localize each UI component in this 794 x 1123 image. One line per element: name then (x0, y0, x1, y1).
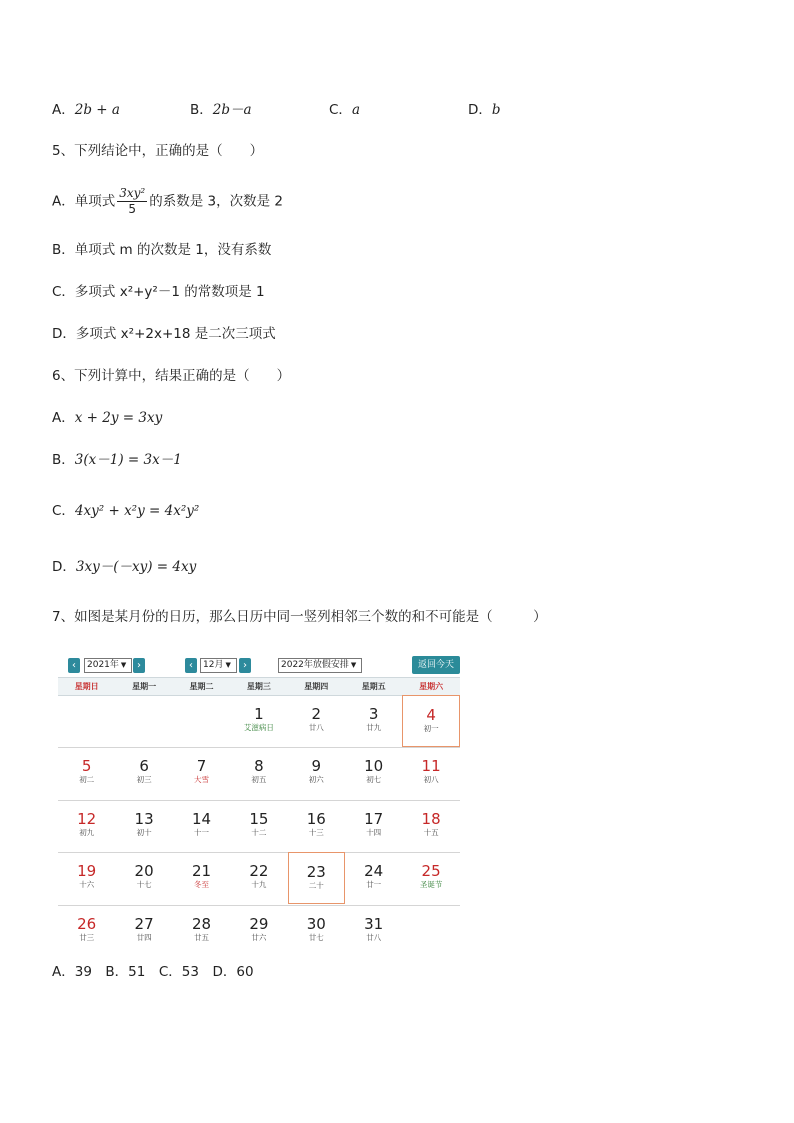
lunar-date: 艾滋病日 (243, 723, 274, 732)
lunar-date: 十七 (136, 880, 152, 890)
option-expression: 4xy² + x²y = 4x²y² (74, 503, 200, 519)
lunar-date: 初五 (251, 775, 267, 785)
day-cell[interactable] (115, 905, 172, 957)
day-cell[interactable] (345, 905, 402, 957)
weekday-header: 星期六 (419, 682, 444, 691)
q4-option-b (190, 100, 252, 120)
day-cell[interactable] (115, 800, 172, 852)
day-number: 30 (306, 914, 326, 933)
lunar-date: 初九 (79, 827, 95, 837)
option-label: D． (52, 559, 76, 575)
q6-option-d (52, 557, 196, 577)
day-number: 17 (364, 809, 384, 828)
back-to-today-button[interactable]: 返回今天 (412, 656, 460, 674)
row-divider (58, 905, 460, 906)
month-select[interactable] (200, 658, 237, 673)
day-cell[interactable] (230, 800, 287, 852)
lunar-date: 廿三 (79, 932, 95, 942)
day-number: 1 (254, 705, 264, 723)
day-number: 21 (191, 862, 212, 881)
weekday-header: 星期日 (74, 682, 99, 691)
day-number: 20 (134, 862, 154, 881)
day-cell[interactable] (288, 747, 345, 799)
lunar-date: 廿四 (136, 932, 152, 942)
q5-option-a (52, 186, 283, 217)
weekday-header: 星期一 (132, 682, 157, 691)
option-expression: 2b－a (212, 102, 252, 118)
q5-stem: 5、下列结论中，正确的是（ ） (52, 143, 264, 159)
day-cell[interactable] (58, 852, 115, 904)
day-number: 9 (311, 757, 322, 776)
q5-option-c: C．多项式 x²+y²－1 的常数项是 1 (52, 284, 265, 300)
day-number: 5 (81, 757, 92, 776)
next-month-button[interactable]: › (239, 658, 251, 673)
lunar-date: 冬至 (193, 880, 209, 890)
lunar-date: 初七 (366, 775, 382, 785)
day-cell[interactable] (173, 800, 230, 852)
option-label: A． (52, 102, 75, 118)
day-cell[interactable] (230, 695, 287, 747)
weekday-header: 星期五 (361, 682, 386, 691)
day-number: 18 (421, 809, 441, 828)
q5-option-b: B．单项式 m 的次数是 1，没有系数 (52, 242, 272, 258)
lunar-date: 十四 (366, 827, 382, 837)
holiday-select-value: 2022年放假安排 (281, 660, 349, 670)
day-cell[interactable] (402, 747, 459, 799)
chevron-down-icon: ▼ (225, 661, 231, 669)
day-cell[interactable] (288, 852, 345, 904)
option-text: A．单项式 (52, 193, 116, 210)
year-select[interactable] (84, 658, 132, 673)
day-number: 29 (249, 914, 269, 933)
q6-option-c (52, 501, 199, 521)
day-cell[interactable] (402, 852, 459, 904)
weekday-header-row (58, 677, 460, 696)
q7-stem: 7、如图是某月份的日历，那么日历中同一竖列相邻三个数的和不可能是（ ） (52, 609, 547, 625)
prev-year-button[interactable]: ‹ (68, 658, 80, 673)
lunar-date: 十二 (251, 827, 267, 837)
prev-month-button[interactable]: ‹ (185, 658, 197, 673)
lunar-date: 初十 (136, 827, 152, 837)
day-cell[interactable] (173, 747, 230, 799)
day-cell[interactable] (230, 852, 287, 904)
day-number: 19 (77, 862, 97, 881)
option-expression: b (491, 102, 501, 118)
option-expression: x + 2y = 3xy (74, 410, 163, 426)
day-number: 2 (311, 705, 322, 723)
day-number: 23 (306, 863, 326, 882)
day-number: 26 (77, 914, 97, 933)
month-select-value: 12月 (203, 660, 224, 670)
day-cell[interactable] (58, 800, 115, 852)
day-cell[interactable] (115, 747, 172, 799)
day-number: 24 (364, 862, 384, 881)
lunar-date: 廿一 (366, 880, 382, 890)
day-number: 12 (77, 809, 97, 828)
q5-option-d: D．多项式 x²+2x+18 是二次三项式 (52, 326, 276, 342)
q6-option-b (52, 450, 182, 470)
option-expression: 3xy－(－xy) = 4xy (75, 559, 197, 575)
lunar-date: 廿六 (251, 932, 267, 942)
day-number: 11 (421, 757, 441, 776)
lunar-date: 初六 (308, 775, 324, 785)
day-number: 13 (134, 809, 154, 828)
lunar-date: 圣诞节 (419, 880, 443, 890)
option-label: C． (329, 102, 352, 118)
day-number: 22 (249, 862, 269, 881)
day-number: 27 (134, 914, 154, 933)
chevron-down-icon: ▼ (120, 661, 127, 669)
day-number: 6 (139, 757, 149, 776)
lunar-date: 十九 (251, 880, 267, 890)
day-cell[interactable] (402, 695, 459, 747)
chevron-down-icon: ▼ (350, 661, 357, 669)
option-expression: 3(x－1) = 3x－1 (74, 452, 182, 468)
q6-option-a (52, 408, 162, 428)
lunar-date: 初一 (423, 724, 439, 733)
day-number: 14 (191, 809, 212, 828)
q4-option-c (329, 100, 360, 120)
day-cell[interactable] (173, 905, 230, 957)
day-cell[interactable] (230, 905, 287, 957)
day-number: 3 (368, 705, 379, 723)
lunar-date: 十五 (423, 827, 439, 837)
fraction-denominator: 5 (128, 202, 137, 216)
q4-option-d (468, 100, 501, 120)
day-number: 28 (191, 914, 212, 933)
lunar-date: 初三 (136, 775, 152, 785)
option-label: D． (468, 102, 492, 118)
day-cell[interactable] (288, 695, 345, 747)
day-number: 16 (306, 809, 326, 828)
day-cell[interactable] (288, 905, 345, 957)
day-cell[interactable] (345, 747, 402, 799)
lunar-date: 大雪 (193, 775, 209, 785)
year-select-value: 2021年 (87, 660, 119, 670)
q6-stem: 6、下列计算中，结果正确的是（ ） (52, 368, 291, 384)
day-number: 8 (254, 757, 264, 776)
lunar-date: 廿九 (366, 723, 382, 732)
day-cell[interactable] (58, 905, 115, 957)
day-number: 15 (249, 809, 269, 828)
option-label: B． (190, 102, 213, 118)
day-number: 10 (364, 757, 384, 776)
weekday-header: 星期四 (304, 682, 329, 691)
day-cell[interactable] (402, 800, 459, 852)
lunar-date: 十六 (79, 880, 95, 890)
day-cell[interactable] (230, 747, 287, 799)
day-cell[interactable] (115, 852, 172, 904)
weekday-header: 星期二 (189, 682, 214, 691)
next-year-button[interactable]: › (133, 658, 145, 673)
option-label: B． (52, 452, 75, 468)
day-number: 31 (364, 914, 384, 933)
lunar-date: 十一 (193, 827, 209, 837)
day-cell[interactable] (173, 852, 230, 904)
lunar-date: 十三 (308, 827, 324, 837)
day-number: 4 (426, 706, 436, 724)
day-cell[interactable] (58, 747, 115, 799)
option-text: 的系数是 3，次数是 2 (149, 193, 284, 210)
weekday-header: 星期三 (246, 682, 271, 691)
lunar-date: 二十 (308, 881, 324, 891)
option-expression: a (351, 102, 360, 118)
q7-answers: A．39 B．51 C．53 D．60 (52, 964, 254, 980)
lunar-date: 廿八 (366, 932, 382, 942)
fraction-numerator: 3xy² (119, 186, 146, 200)
day-cell[interactable] (345, 695, 402, 747)
day-number: 7 (196, 757, 207, 776)
lunar-date: 廿七 (308, 932, 324, 942)
lunar-date: 初二 (79, 775, 95, 785)
calendar-image (58, 655, 460, 955)
lunar-date: 廿五 (193, 932, 209, 942)
q4-option-a (52, 100, 120, 120)
option-label: A． (52, 410, 75, 426)
option-expression: 2b + a (74, 102, 120, 118)
lunar-date: 初八 (423, 775, 439, 785)
lunar-date: 廿八 (308, 723, 324, 732)
calendar-toolbar (58, 655, 460, 677)
option-label: C． (52, 503, 75, 519)
day-number: 25 (421, 862, 441, 881)
day-cell[interactable] (345, 800, 402, 852)
fraction (117, 186, 147, 217)
holiday-select[interactable] (278, 658, 362, 673)
day-cell[interactable] (345, 852, 402, 904)
day-cell[interactable] (288, 800, 345, 852)
